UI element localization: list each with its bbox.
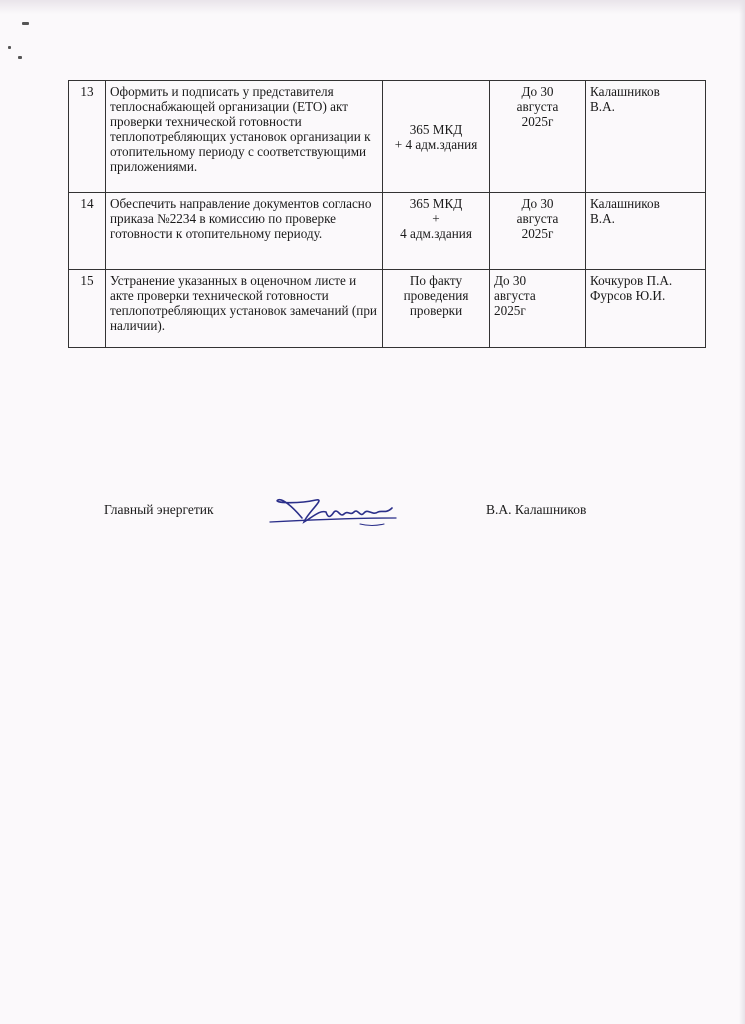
scan-top-edge <box>0 0 745 14</box>
row-number: 15 <box>69 270 106 348</box>
object-scope: По факту проведения проверки <box>383 270 490 348</box>
signer-name: В.А. Калашников <box>486 502 587 517</box>
responsible-person: Калашников В.А. <box>586 81 706 193</box>
deadline: До 30 августа 2025г <box>490 270 586 348</box>
scan-speck <box>8 46 11 49</box>
row-number: 14 <box>69 193 106 270</box>
table-row <box>69 81 706 193</box>
task-description: Устранение указанных в оценочном листе и акте проверки технической готовности теплопотребляющих установок замечаний (при наличии). <box>106 270 383 348</box>
handwritten-signature <box>268 488 408 534</box>
signature-block <box>0 500 745 540</box>
task-description: Обеспечить направление документов согласно приказа №2234 в комиссию по проверке готовности к отопительному периоду. <box>106 193 383 270</box>
scan-speck <box>22 22 29 25</box>
signer-position: Главный энергетик <box>104 502 214 517</box>
object-scope: 365 МКД + 4 адм.здания <box>383 81 490 193</box>
scan-speck <box>18 56 22 59</box>
row-number: 13 <box>69 81 106 193</box>
responsible-person: Кочкуров П.А. Фурсов Ю.И. <box>586 270 706 348</box>
deadline: До 30 августа 2025г <box>490 81 586 193</box>
deadline: До 30 августа 2025г <box>490 193 586 270</box>
object-scope: 365 МКД + 4 адм.здания <box>383 193 490 270</box>
task-description: Оформить и подписать у представителя теплоснабжающей организации (ЕТО) акт проверки технической готовности теплопотребляющих установок организации к отопительному периоду с соответствующими приложениями. <box>106 81 383 193</box>
table-row <box>69 193 706 270</box>
table-row <box>69 270 706 348</box>
responsible-person: Калашников В.А. <box>586 193 706 270</box>
tasks-table <box>68 80 706 348</box>
